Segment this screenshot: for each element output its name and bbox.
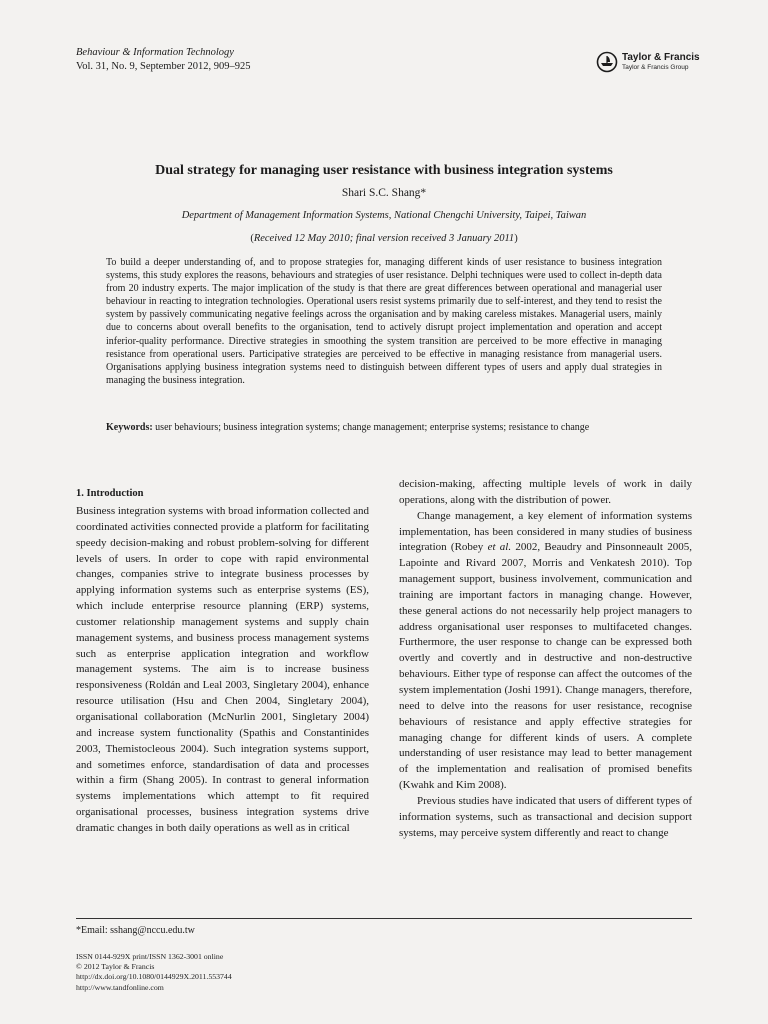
received-dates <box>76 232 692 246</box>
section-heading-introduction: 1. Introduction <box>76 488 144 499</box>
body-paragraph: Business integration systems with broad information collected and coordinated activities connected provide a platform for facilitating speedy decision-making and robust problem-solving for different levels of users. In order to cope with rapid environmental changes, companies strive to integrate business processes by applying information systems such as enterprise systems (ES), which include enterprise resource planning (ERP) systems, customer relationship management systems and supply chain management systems, and business process management systems such as enterprise application integration and workflow management systems. The aim is to increase business responsiveness (Roldán and Leal 2003, Singletary 2004), enhance resource utilisation (Hsu and Chen 2004, Singletary 2004), organisational collaboration (McNurlin 2001, Singletary 2004) and increase system functionality (Spathis and Constantinides 2003, Themistocleous 2004). Such integration systems support, and sometimes enforce, standardisation of data and processes within a firm (Shang 2005). In contrast to general information systems implementations which attempt to fit required organisational processes, business integration systems drive dramatic changes in both daily operations as well as in critical <box>76 505 369 834</box>
received-dates-text: Received 12 May 2010; final version received 3 January 2011 <box>253 233 515 244</box>
keywords <box>106 421 662 434</box>
author-affiliation: Department of Management Information Systems, National Chengchi University, Taipei, Taiwan <box>181 210 587 221</box>
publisher-emblem-icon <box>596 51 618 73</box>
author-email-footnote: *Email: sshang@nccu.edu.tw <box>76 925 195 936</box>
body-paragraph: Previous studies have indicated that users of different types of information systems, such as transactional and decision support systems, may perceive system differently and react to change <box>399 794 692 839</box>
journal-volume-info: Vol. 31, No. 9, September 2012, 909–925 <box>76 61 251 72</box>
publisher-logo <box>596 50 706 76</box>
abstract: To build a deeper understanding of, and to propose strategies for, managing different kinds of user resistance to business integration systems, this study explores the reasons, behaviours and strategies of user resistance. Delphi techniques were used to collect in-depth data from 20 industry experts. The major implication of the study is that there are great differences between operational and managerial user behaviour in reacting to integration technologies. Operational users resist systems primarily due to self-interest, and they tend to resist the system by passively communicating negative feelings across the organisation and by making careless mistakes. Managerial users, mainly due to concerns about overall benefits to the organisation, tend to actively disrupt project implementation and operation and accept inferior-quality performance. Directive strategies in smoothing the system transition are perceived to be more effective in managing resistance from operational users. Participative strategies are perceived to be effective in managing resistance from managerial users. Organisations applying business integration systems need to distinguish between different types of users and apply dual strategies in managing the business integration. <box>106 257 662 386</box>
keywords-label: Keywords: <box>106 422 153 433</box>
body-paragraph: decision-making, affecting multiple levels of work in daily operations, along with the distribution of power. <box>399 478 692 506</box>
received-close-paren: ) <box>514 233 518 244</box>
left-column <box>76 504 369 837</box>
paper-title: Dual strategy for managing user resistance with business integration systems <box>155 163 613 178</box>
copyright-line: © 2012 Taylor & Francis <box>76 962 155 972</box>
doi-link[interactable]: http://dx.doi.org/10.1080/0144929X.2011.553744 <box>76 972 232 982</box>
received-open-paren: ( <box>250 233 254 244</box>
body-paragraph <box>399 509 692 794</box>
paper-author: Shari S.C. Shang* <box>341 187 427 199</box>
body-text-italic: et al. <box>487 541 512 554</box>
publisher-name: Taylor & Francis <box>622 52 700 63</box>
journal-header <box>76 46 251 74</box>
body-text: 2002, Beaudry and Pinsonneault 2005, Lapointe and Rivard 2007, Morris and Venkatesh 2010). Top management support, business involvement, communication and training are important factors in managing change. However, these general actions do not necessarily help project managers to address organisational user responses to multifaceted changes. Furthermore, the user response to change can be expressed both overtly and covertly and in destructive and non-destructive behaviours. Either type of response can affect the outcomes of the system implementation (Joshi 1991). Change managers, therefore, need to delve into the reasons for user resistance, recognise behaviours of resistance and apply effective strategies for managing change for different kinds of users. A complete understanding of user resistance may lead to better management of the implementation and realisation of promised benefits (Kwahk and Kim 2008). <box>399 541 692 792</box>
publication-info <box>76 952 232 993</box>
keywords-list: user behaviours; business integration systems; change management; enterprise systems; resistance to change <box>155 422 590 433</box>
publisher-url-link[interactable]: http://www.tandfonline.com <box>76 982 164 992</box>
journal-name: Behaviour & Information Technology <box>76 47 234 58</box>
body-text: Change management, a key element of information systems implementation, has been considered in many studies of business integration (Robey <box>399 509 692 554</box>
issn-line: ISSN 0144-929X print/ISSN 1362-3001 online <box>76 952 224 961</box>
right-column <box>399 477 692 841</box>
footnote-divider <box>76 918 692 919</box>
publisher-group: Taylor & Francis Group <box>622 64 689 71</box>
